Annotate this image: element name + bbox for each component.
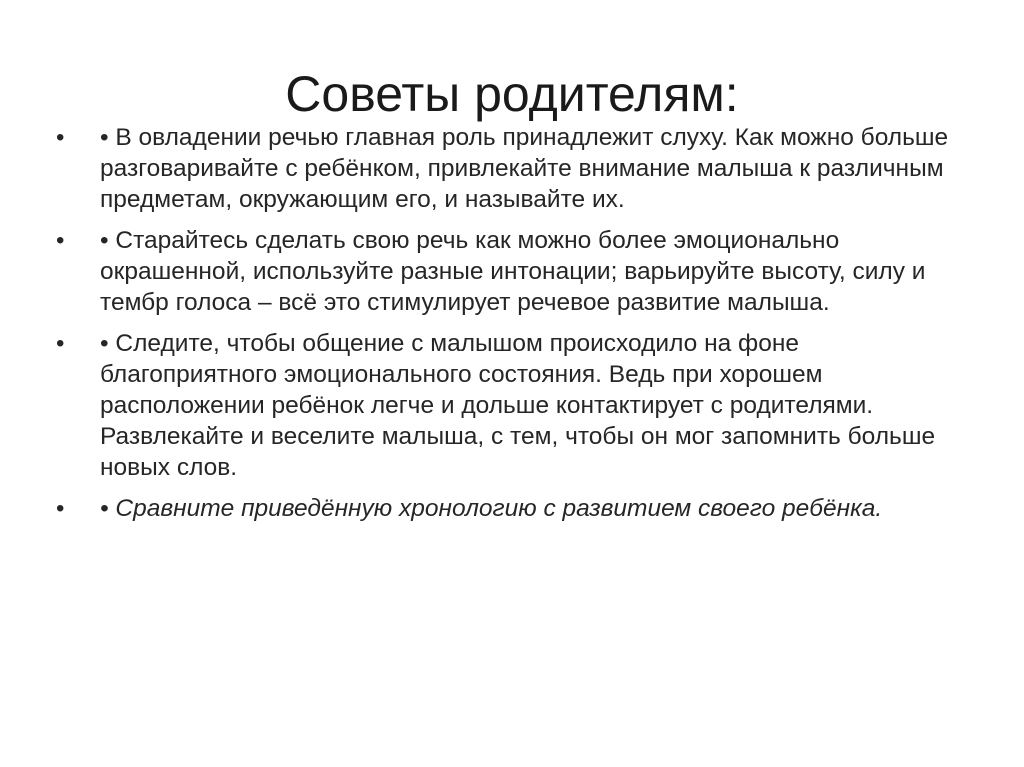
bullet-icon: • <box>56 227 65 254</box>
tip-text: • Следите, чтобы общение с малышом происходило на фоне благоприятного эмоционального состояния. Ведь при хорошем расположении ребёнок легче и дольше контактирует с родителями. Развлекайте и веселите малыша, с тем, чтобы он мог запомнить больше новых слов. <box>100 330 936 481</box>
tip-item-2 <box>56 225 966 318</box>
bullet-icon: • <box>56 124 65 151</box>
tip-item-4 <box>56 493 966 524</box>
bullet-icon: • <box>56 495 65 522</box>
tip-item-3 <box>56 328 966 483</box>
tips-list <box>56 122 966 534</box>
tip-text: • В овладении речью главная роль принадлежит слуху. Как можно больше разговаривайте с ребёнком, привлекайте внимание малыша к различным предметам, окружающим его, и называйте их. <box>100 124 949 213</box>
tip-text: • Сравните приведённую хронологию с развитием своего ребёнка. <box>100 495 883 522</box>
slide-title: Советы родителям: <box>285 66 739 122</box>
bullet-icon: • <box>56 330 65 357</box>
tip-item-1 <box>56 122 966 215</box>
tip-text: • Старайтесь сделать свою речь как можно более эмоционально окрашенной, используйте разные интонации; варьируйте высоту, силу и тембр голоса – всё это стимулирует речевое развитие малыша. <box>100 227 926 316</box>
